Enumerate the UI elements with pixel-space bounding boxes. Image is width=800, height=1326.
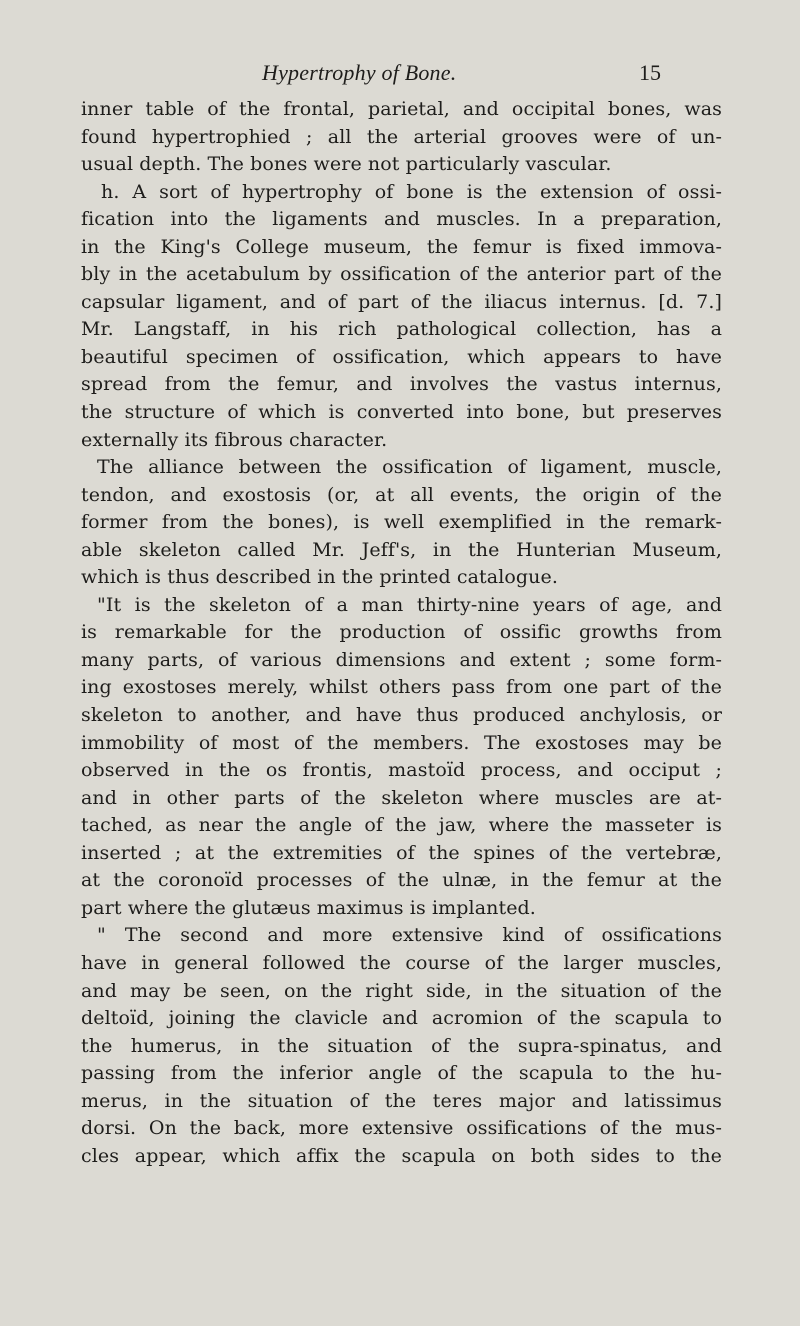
text-line: bly in the acetabulum by ossification of the anterior part of the xyxy=(81,263,722,286)
text-line: many parts, of various dimensions and extent ; some form- xyxy=(81,648,722,671)
running-title: Hypertrophy of Bone. xyxy=(262,60,457,85)
text-line: have in general followed the course of the larger muscles, xyxy=(81,951,722,974)
text-line: tached, as near the angle of the jaw, where the masseter is xyxy=(81,814,722,837)
text-line: skeleton to another, and have thus produced anchylosis, or xyxy=(81,704,722,727)
text-line: fication into the ligaments and muscles. In a preparation, xyxy=(81,208,722,231)
text-line: " The second and more extensive kind of ossifications xyxy=(97,924,722,947)
body-text xyxy=(81,96,722,1170)
text-line: and may be seen, on the right side, in the situation of the xyxy=(81,979,722,1002)
text-line: former from the bones), is well exemplified in the remark- xyxy=(81,511,722,534)
text-line: dorsi. On the back, more extensive ossifications of the mus- xyxy=(81,1117,722,1140)
text-line: passing from the inferior angle of the scapula to the hu- xyxy=(81,1062,722,1085)
text-line: ing exostoses merely, whilst others pass from one part of the xyxy=(81,676,722,699)
text-line: deltoïd, joining the clavicle and acromion of the scapula to xyxy=(81,1007,722,1030)
text-line: beautiful specimen of ossification, which appears to have xyxy=(81,345,722,368)
text-line: the structure of which is converted into bone, but preserves xyxy=(81,401,722,424)
text-line: in the King's College museum, the femur is fixed immova- xyxy=(81,235,722,258)
text-line: part where the glutæus maximus is implanted. xyxy=(81,896,536,919)
text-line: capsular ligament, and of part of the iliacus internus. [d. 7.] xyxy=(81,290,722,313)
text-line: found hypertrophied ; all the arterial grooves were of un- xyxy=(81,125,722,148)
text-line: externally its fibrous character. xyxy=(81,428,388,451)
text-line: and in other parts of the skeleton where muscles are at- xyxy=(81,786,722,809)
text-line: spread from the femur, and involves the vastus internus, xyxy=(81,373,722,396)
text-line: which is thus described in the printed catalogue. xyxy=(81,566,559,589)
text-line: inner table of the frontal, parietal, and occipital bones, was xyxy=(81,98,722,120)
text-line: h. A sort of hypertrophy of bone is the extension of ossi- xyxy=(101,180,722,203)
text-line: merus, in the situation of the teres major and latissimus xyxy=(81,1089,722,1112)
text-line: observed in the os frontis, mastoïd process, and occiput ; xyxy=(81,759,722,782)
text-line: tendon, and exostosis (or, at all events, the origin of the xyxy=(81,483,722,506)
text-line: Mr. Langstaff, in his rich pathological collection, has a xyxy=(81,318,722,341)
text-line: inserted ; at the extremities of the spines of the vertebræ, xyxy=(81,841,722,864)
page-number: 15 xyxy=(639,60,661,85)
text-line: cles appear, which affix the scapula on both sides to the xyxy=(81,1144,722,1167)
running-head xyxy=(0,60,800,90)
text-line: The alliance between the ossification of ligament, muscle, xyxy=(97,456,722,479)
text-line: is remarkable for the production of ossific growths from xyxy=(81,621,722,644)
text-line: "It is the skeleton of a man thirty-nine years of age, and xyxy=(97,593,722,616)
text-line: at the coronoïd processes of the ulnæ, in the femur at the xyxy=(81,869,722,892)
text-line: the humerus, in the situation of the supra-spinatus, and xyxy=(81,1034,722,1057)
text-line: immobility of most of the members. The exostoses may be xyxy=(81,731,722,754)
text-line: usual depth. The bones were not particularly vascular. xyxy=(81,153,612,176)
text-line: able skeleton called Mr. Jeff's, in the Hunterian Museum, xyxy=(81,538,722,561)
